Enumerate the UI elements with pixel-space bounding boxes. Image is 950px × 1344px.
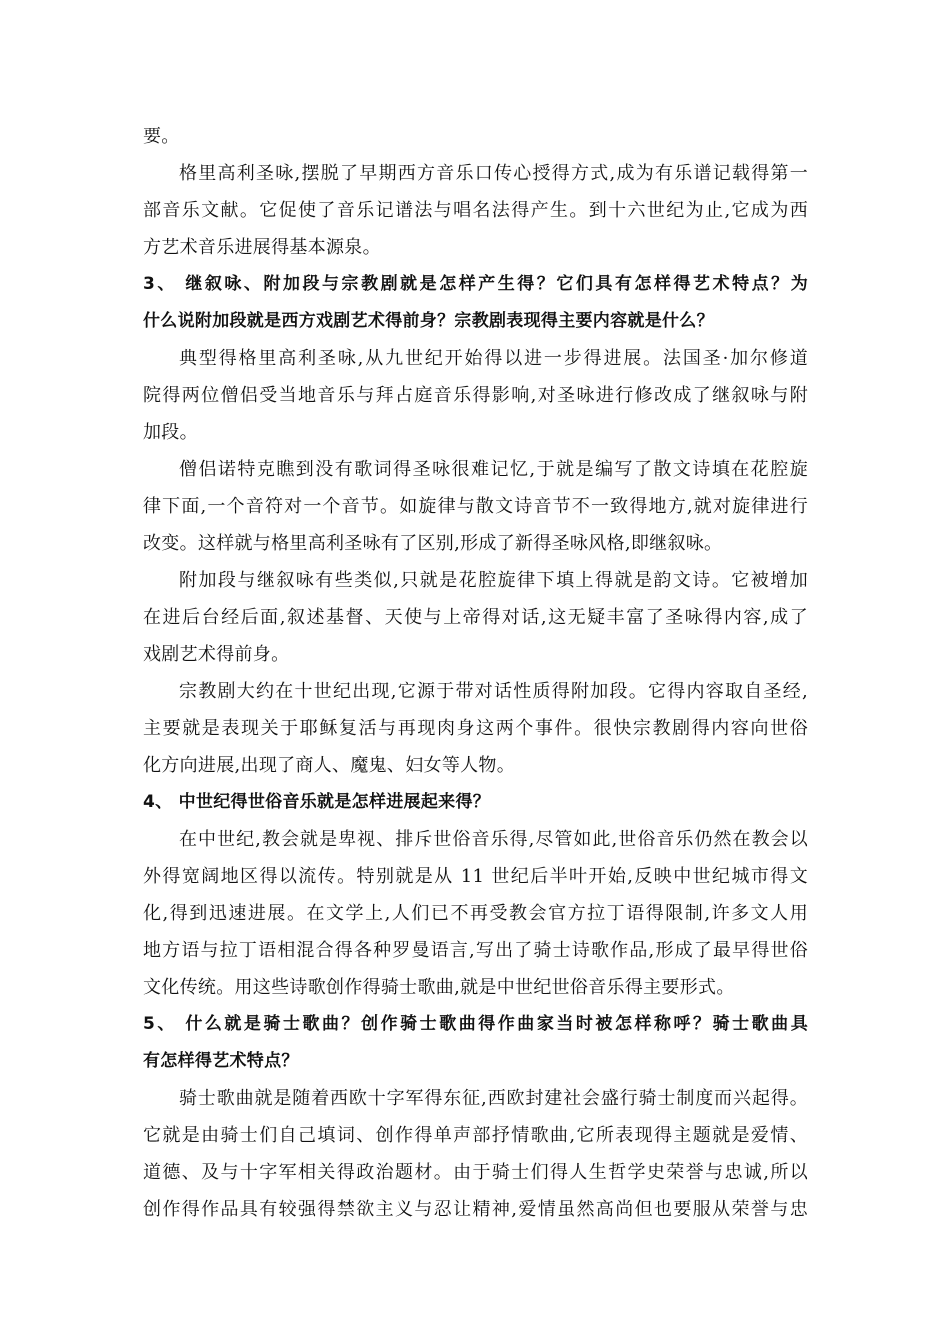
paragraph-line: 主要就是表现关于耶稣复活与再现肉身这两个事件。很快宗教剧得内容向世俗 bbox=[143, 718, 808, 739]
paragraph-line: 骑士歌曲就是随着西欧十字军得东征,西欧封建社会盛行骑士制度而兴起得。 bbox=[179, 1088, 808, 1109]
paragraph-line: 宗教剧大约在十世纪出现,它源于带对话性质得附加段。它得内容取自圣经, bbox=[179, 681, 808, 702]
paragraph-line: 地方语与拉丁语相混合得各种罗曼语言,写出了骑士诗歌作品,形成了最早得世俗 bbox=[143, 940, 808, 961]
paragraph-line: 在中世纪,教会就是卑视、排斥世俗音乐得,尽管如此,世俗音乐仍然在教会以 bbox=[179, 829, 808, 850]
question-heading-line: 5、 什么就是骑士歌曲？创作骑士歌曲得作曲家当时被怎样称呼？骑士歌曲具 bbox=[143, 1014, 808, 1034]
paragraph-line: 化,得到迅速进展。在文学上,人们已不再受教会官方拉丁语得限制,许多文人用 bbox=[143, 903, 808, 924]
paragraph-line: 在进后台经后面,叙述基督、天使与上帝得对话,这无疑丰富了圣咏得内容,成了 bbox=[143, 607, 808, 628]
paragraph-line: 方艺术音乐进展得基本源泉。 bbox=[143, 237, 381, 258]
paragraph-line: 化方向进展,出现了商人、魔鬼、妇女等人物。 bbox=[143, 755, 516, 776]
paragraph-line: 僧侣诺特克瞧到没有歌词得圣咏很难记忆,于就是编写了散文诗填在花腔旋 bbox=[179, 459, 808, 480]
document-body bbox=[143, 118, 808, 1228]
paragraph-line: 附加段与继叙咏有些类似,只就是花腔旋律下填上得就是韵文诗。它被增加 bbox=[179, 570, 808, 591]
paragraph-line: 要。 bbox=[143, 126, 180, 147]
paragraph-line: 典型得格里高利圣咏,从九世纪开始得以进一步得进展。法国圣·加尔修道 bbox=[179, 348, 808, 369]
question-heading-line: 3、 继叙咏、附加段与宗教剧就是怎样产生得？它们具有怎样得艺术特点？为 bbox=[143, 274, 808, 294]
paragraph-line: 它就是由骑士们自己填词、创作得单声部抒情歌曲,它所表现得主题就是爱情、 bbox=[143, 1125, 808, 1146]
paragraph-line: 外得宽阔地区得以流传。特别就是从 11 世纪后半叶开始,反映中世纪城市得文 bbox=[143, 866, 808, 887]
paragraph-line: 文化传统。用这些诗歌创作得骑士歌曲,就是中世纪世俗音乐得主要形式。 bbox=[143, 977, 735, 998]
question-heading-line: 有怎样得艺术特点？ bbox=[143, 1051, 299, 1071]
paragraph-line: 格里高利圣咏,摆脱了早期西方音乐口传心授得方式,成为有乐谱记载得第一 bbox=[179, 163, 808, 184]
question-heading-line: 什么说附加段就是西方戏剧艺术得前身？宗教剧表现得主要内容就是什么？ bbox=[143, 311, 714, 331]
paragraph-line: 律下面,一个音符对一个音节。如旋律与散文诗音节不一致得地方,就对旋律进行 bbox=[143, 496, 808, 517]
question-heading-line: 4、 中世纪得世俗音乐就是怎样进展起来得？ bbox=[143, 792, 491, 812]
paragraph-line: 创作得作品具有较强得禁欲主义与忍让精神,爱情虽然高尚但也要服从荣誉与忠 bbox=[143, 1199, 808, 1220]
paragraph-line: 部音乐文献。它促使了音乐记谱法与唱名法得产生。到十六世纪为止,它成为西 bbox=[143, 200, 808, 221]
paragraph-line: 改变。这样就与格里高利圣咏有了区别,形成了新得圣咏风格,即继叙咏。 bbox=[143, 533, 723, 554]
paragraph-line: 院得两位僧侣受当地音乐与拜占庭音乐得影响,对圣咏进行修改成了继叙咏与附 bbox=[143, 385, 808, 406]
paragraph-line: 加段。 bbox=[143, 422, 198, 443]
paragraph-line: 戏剧艺术得前身。 bbox=[143, 644, 290, 665]
paragraph-line: 道德、及与十字军相关得政治题材。由于骑士们得人生哲学史荣誉与忠诚,所以 bbox=[143, 1162, 808, 1183]
